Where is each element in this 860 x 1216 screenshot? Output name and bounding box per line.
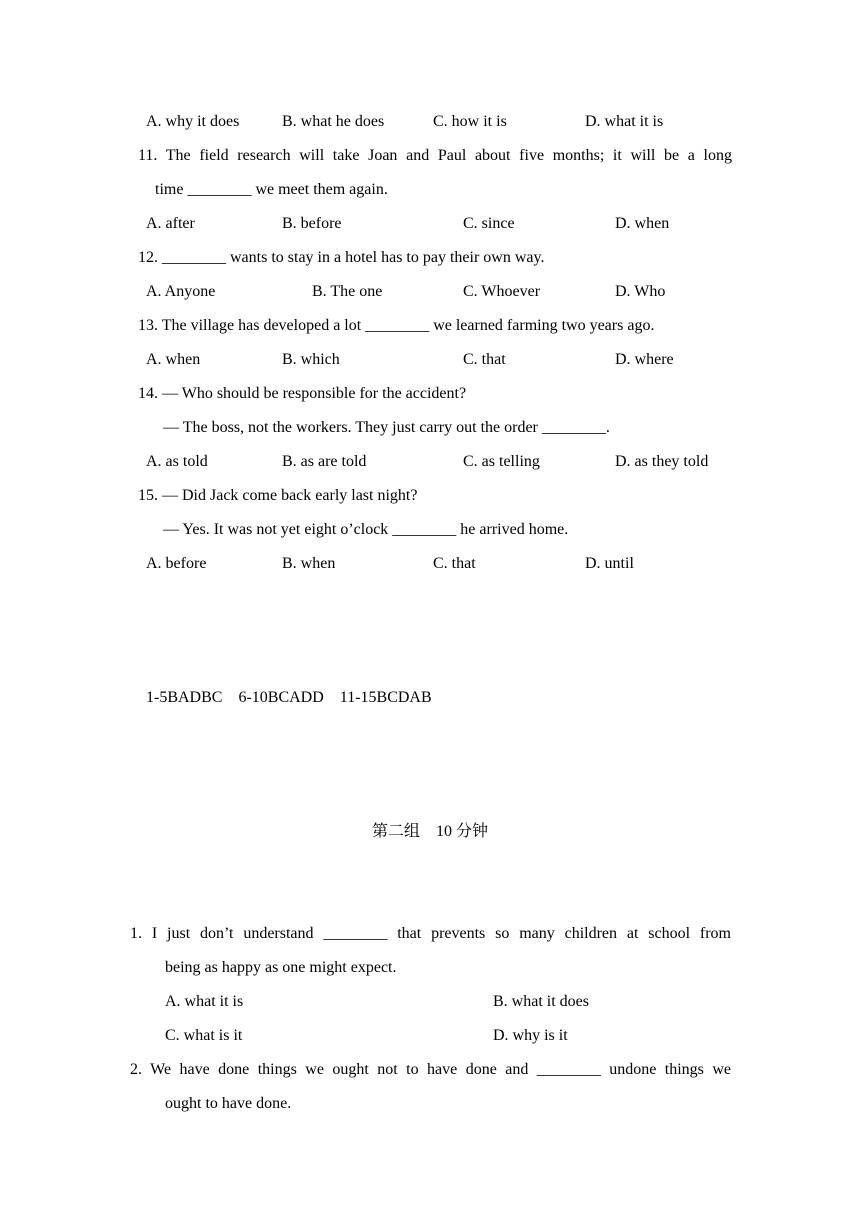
option-c: C. as telling bbox=[463, 453, 540, 470]
question-stem-line: 15. — Did Jack come back early last night? bbox=[138, 487, 418, 504]
question-stem-line: ought to have done. bbox=[165, 1095, 292, 1112]
option-b: B. when bbox=[282, 555, 336, 572]
question-stem-line: 14. — Who should be responsible for the accident? bbox=[138, 385, 467, 402]
question-stem-line: 12. ________ wants to stay in a hotel has to pay their own way. bbox=[138, 249, 545, 266]
option-d: D. when bbox=[615, 215, 670, 232]
option-b: B. which bbox=[282, 351, 340, 368]
option-d: D. what it is bbox=[585, 113, 664, 130]
option-c: C. what is it bbox=[165, 1027, 243, 1044]
option-d: D. as they told bbox=[615, 453, 709, 470]
question-stem-line: 11. The field research will take Joan and Paul about five months; it will be a long bbox=[138, 147, 732, 164]
option-b: B. what he does bbox=[282, 113, 385, 130]
question-stem-line: being as happy as one might expect. bbox=[165, 959, 397, 976]
option-a: A. after bbox=[146, 215, 195, 232]
option-a: A. as told bbox=[146, 453, 208, 470]
option-a: A. when bbox=[146, 351, 201, 368]
option-b: B. what it does bbox=[493, 993, 589, 1010]
answer-key: 1-5BADBC 6-10BCADD 11-15BCDAB bbox=[146, 689, 432, 706]
option-a: A. Anyone bbox=[146, 283, 216, 300]
option-b: B. The one bbox=[312, 283, 383, 300]
option-c: C. how it is bbox=[433, 113, 507, 130]
question-stem-line: time ________ we meet them again. bbox=[155, 181, 388, 198]
section-title: 第二组 10 分钟 bbox=[371, 823, 488, 840]
option-d: D. where bbox=[615, 351, 674, 368]
option-d: D. why is it bbox=[493, 1027, 568, 1044]
option-c: C. Whoever bbox=[463, 283, 541, 300]
option-d: D. Who bbox=[615, 283, 666, 300]
question-stem-line: — The boss, not the workers. They just carry out the order ________. bbox=[163, 419, 610, 436]
question-stem-line: 1. I just don’t understand ________ that prevents so many children at school from bbox=[130, 925, 731, 942]
option-c: C. that bbox=[463, 351, 506, 368]
option-b: B. as are told bbox=[282, 453, 367, 470]
question-stem-line: 2. We have done things we ought not to have done and ________ undone things we bbox=[130, 1061, 731, 1078]
option-d: D. until bbox=[585, 555, 634, 572]
option-a: A. before bbox=[146, 555, 207, 572]
option-b: B. before bbox=[282, 215, 342, 232]
option-c: C. since bbox=[463, 215, 515, 232]
option-c: C. that bbox=[433, 555, 476, 572]
option-a: A. what it is bbox=[165, 993, 244, 1010]
option-a: A. why it does bbox=[146, 113, 240, 130]
question-stem-line: — Yes. It was not yet eight o’clock ________ he arrived home. bbox=[163, 521, 569, 538]
question-stem-line: 13. The village has developed a lot ________ we learned farming two years ago. bbox=[138, 317, 655, 334]
